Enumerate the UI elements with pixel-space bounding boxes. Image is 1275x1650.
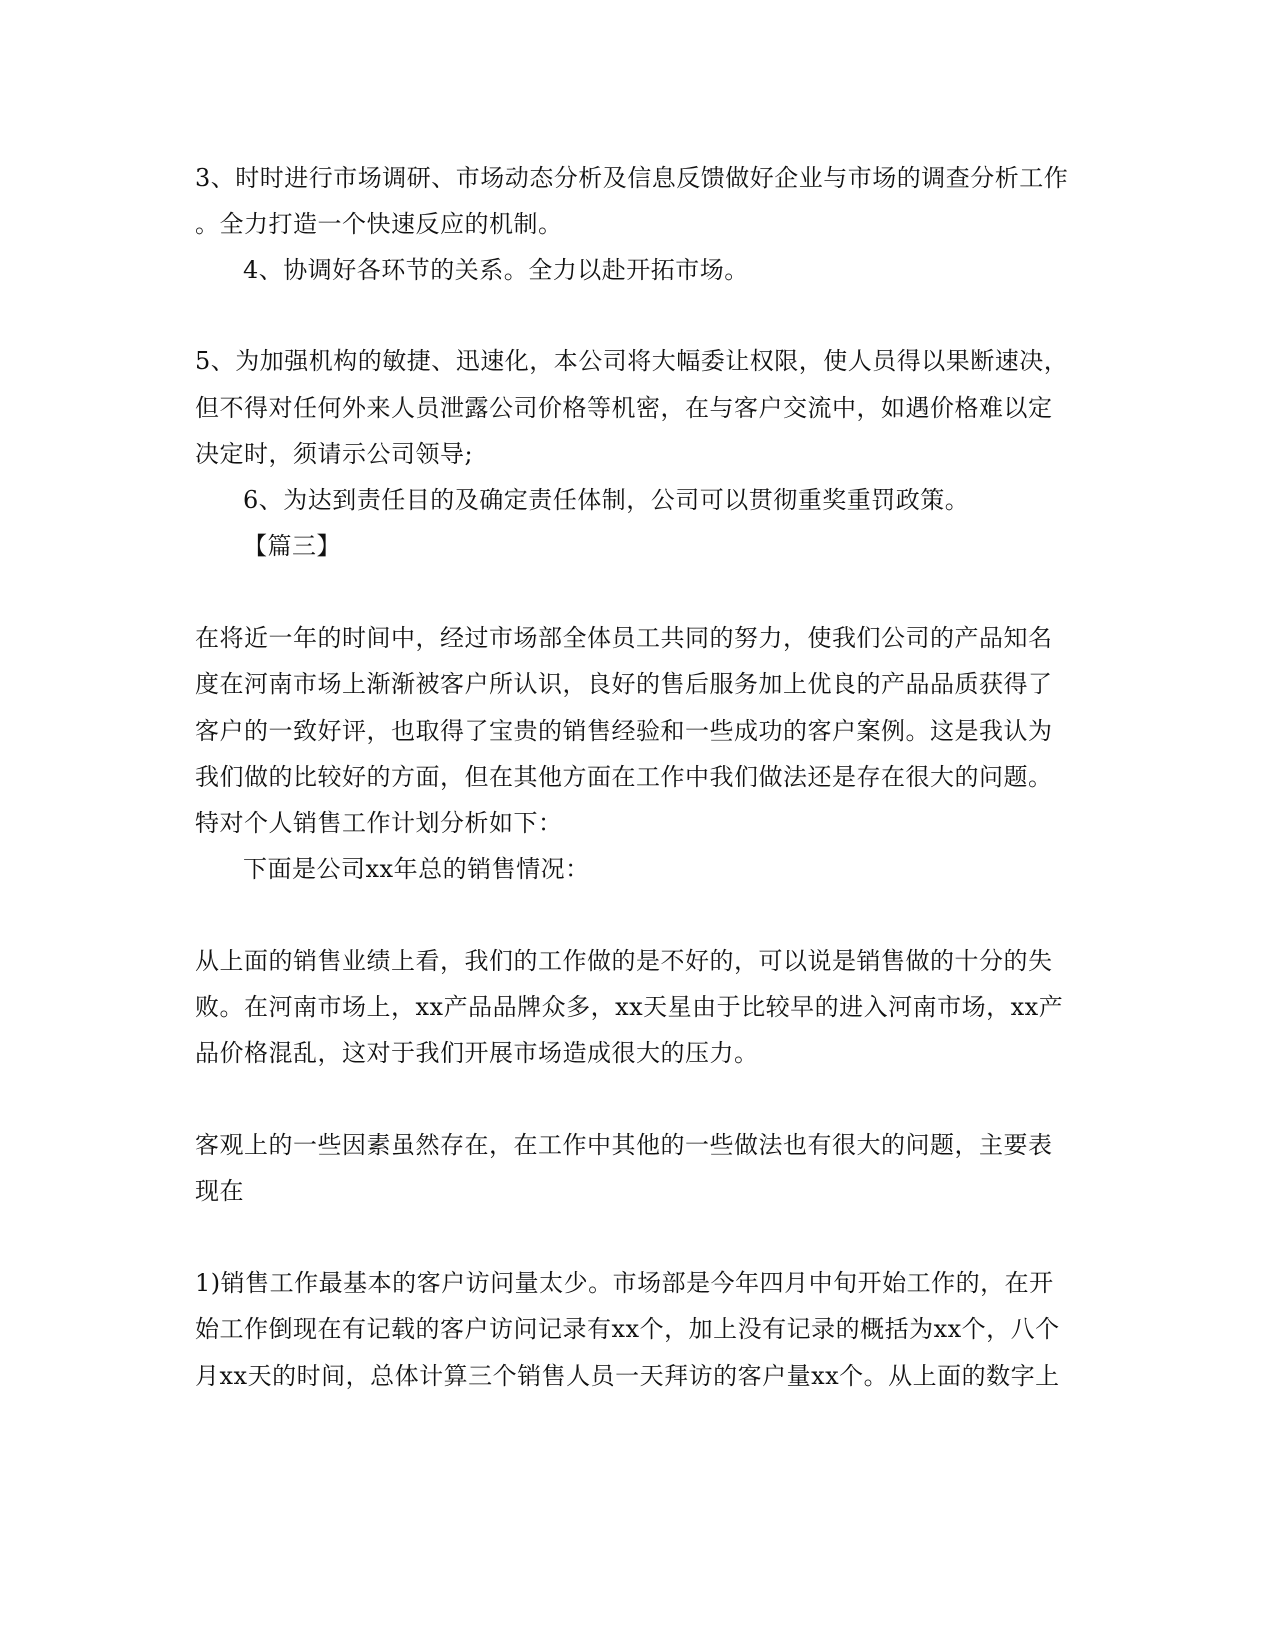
paragraph-line: 1)销售工作最基本的客户访问量太少。市场部是今年四月中旬开始工作的，在开 — [195, 1269, 1054, 1297]
paragraph-line: 6、为达到责任目的及确定责任体制，公司可以贯彻重奖重罚政策。 — [243, 486, 970, 514]
paragraph-line: 在将近一年的时间中，经过市场部全体员工共同的努力，使我们公司的产品知名 — [195, 624, 1053, 652]
paragraph-line: 现在 — [195, 1177, 244, 1205]
paragraph-line: 下面是公司xx年总的销售情况： — [243, 855, 590, 883]
paragraph-line: 我们做的比较好的方面，但在其他方面在工作中我们做法还是存在很大的问题。 — [195, 763, 1053, 791]
paragraph-line: 品价格混乱，这对于我们开展市场造成很大的压力。 — [195, 1039, 759, 1067]
paragraph-line: 。全力打造一个快速反应的机制。 — [195, 210, 563, 238]
paragraph-line: 特对个人销售工作计划分析如下： — [195, 809, 563, 837]
paragraph-line: 客观上的一些因素虽然存在，在工作中其他的一些做法也有很大的问题，主要表 — [195, 1131, 1053, 1159]
paragraph-line: 客户的一致好评，也取得了宝贵的销售经验和一些成功的客户案例。这是我认为 — [195, 717, 1053, 745]
section-heading: 【篇三】 — [243, 532, 341, 560]
paragraph-line: 4、协调好各环节的关系。全力以赴开拓市场。 — [243, 256, 749, 284]
paragraph-line: 3、时时进行市场调研、市场动态分析及信息反馈做好企业与市场的调查分析工作 — [195, 164, 1069, 192]
paragraph-line: 月xx天的时间，总体计算三个销售人员一天拜访的客户量xx个。从上面的数字上 — [195, 1362, 1060, 1390]
paragraph-line: 5、为加强机构的敏捷、迅速化，本公司将大幅委让权限，使人员得以果断速决， — [195, 347, 1069, 375]
paragraph-line: 但不得对任何外来人员泄露公司价格等机密，在与客户交流中，如遇价格难以定 — [195, 394, 1053, 422]
paragraph-line: 决定时，须请示公司领导; — [195, 440, 474, 468]
paragraph-line: 始工作倒现在有记载的客户访问记录有xx个，加上没有记录的概括为xx个，八个 — [195, 1315, 1060, 1343]
paragraph-line: 从上面的销售业绩上看，我们的工作做的是不好的，可以说是销售做的十分的失 — [195, 947, 1053, 975]
paragraph-line: 败。在河南市场上，xx产品品牌众多，xx天星由于比较早的进入河南市场，xx产 — [195, 993, 1064, 1021]
paragraph-line: 度在河南市场上渐渐被客户所认识，良好的售后服务加上优良的产品品质获得了 — [195, 670, 1053, 698]
